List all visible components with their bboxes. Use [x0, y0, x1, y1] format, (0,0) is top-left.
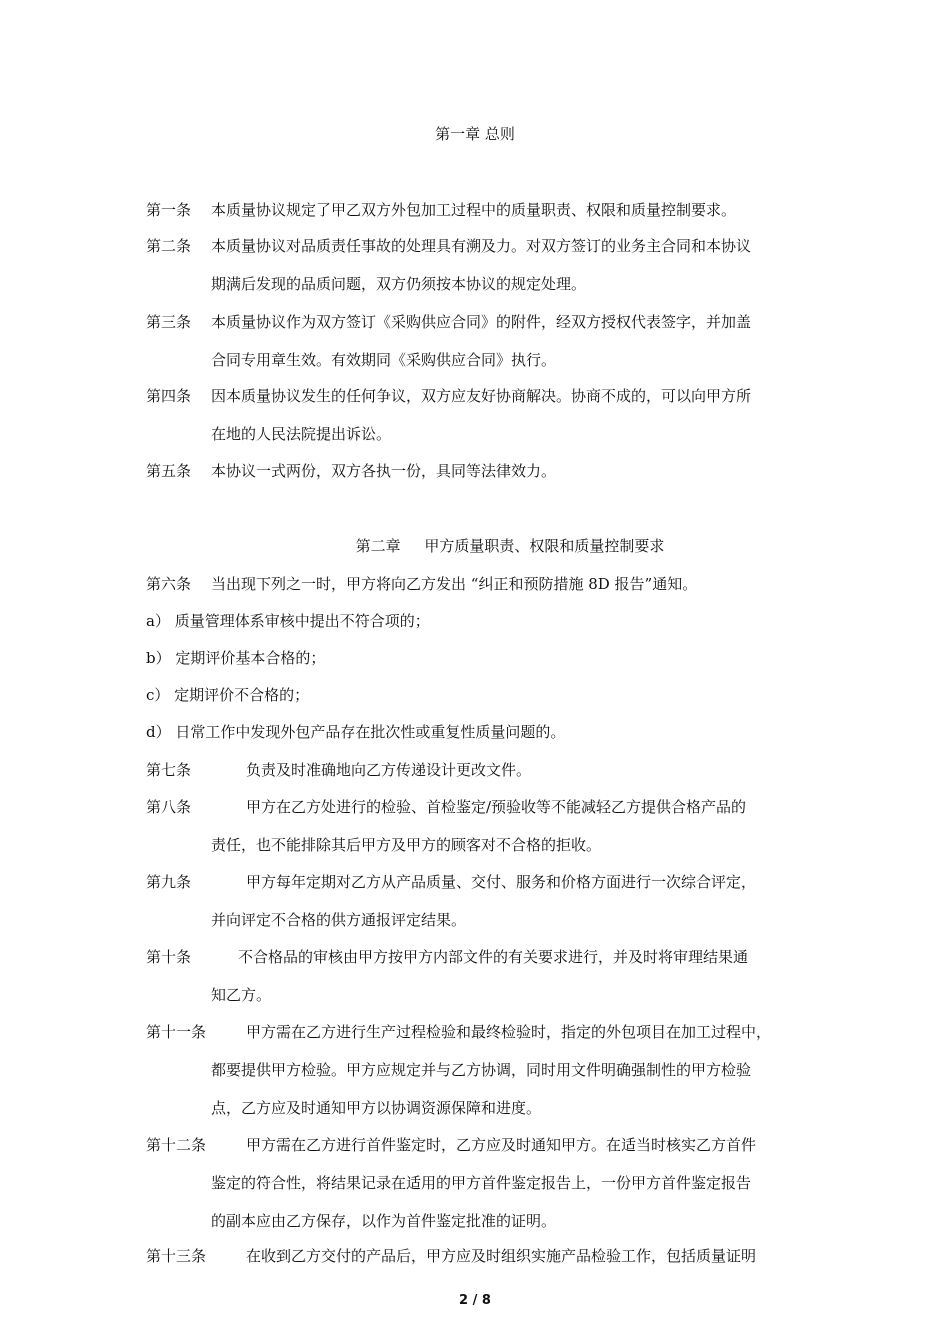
article-text: 责任，也不能排除其后甲方及甲方的顾客对不合格的拒收。 — [211, 836, 602, 854]
article-text: 都要提供甲方检验。甲方应规定并与乙方协调，同时用文件明确强制性的甲方检验 — [211, 1061, 752, 1079]
list-item-a: a） 质量管理体系审核中提出不符合项的； — [146, 612, 430, 630]
article-text: 甲方需在乙方进行首件鉴定时，乙方应及时通知甲方。在适当时核实乙方首件 — [246, 1136, 757, 1154]
article-text: 在收到乙方交付的产品后，甲方应及时组织实施产品检验工作，包括质量证明 — [246, 1247, 757, 1265]
article-text: 鉴定的符合性，将结果记录在适用的甲方首件鉴定报告上，一份甲方首件鉴定报告 — [211, 1174, 752, 1192]
page-number: 2 / 8 — [459, 1293, 491, 1308]
chapter-1-title: 第一章 总则 — [435, 125, 515, 143]
article-text: 本质量协议对品质责任事故的处理具有溯及力。对双方签订的业务主合同和本协议 — [211, 237, 752, 255]
article-text: 知乙方。 — [211, 986, 272, 1004]
list-item-c: c） 定期评价不合格的； — [146, 686, 310, 704]
article-number: 第六条 — [146, 575, 192, 593]
article-text: 并向评定不合格的供方通报评定结果。 — [211, 911, 467, 929]
article-number: 第一条 — [146, 201, 192, 219]
article-text: 点，乙方应及时通知甲方以协调资源保障和进度。 — [211, 1099, 542, 1117]
article-number: 第五条 — [146, 462, 192, 480]
article-text: 合同专用章生效。有效期同《采购供应合同》执行。 — [211, 351, 557, 369]
article-number: 第四条 — [146, 387, 192, 405]
article-number: 第九条 — [146, 873, 192, 891]
article-number: 第十三条 — [146, 1247, 207, 1265]
article-number: 第十二条 — [146, 1136, 207, 1154]
article-number: 第八条 — [146, 798, 192, 816]
article-text: 在地的人民法院提出诉讼。 — [211, 425, 392, 443]
article-number: 第三条 — [146, 313, 192, 331]
article-text: 负责及时准确地向乙方传递设计更改文件。 — [246, 761, 532, 779]
chapter-2-title: 第二章 甲方质量职责、权限和质量控制要求 — [355, 537, 665, 555]
article-text: 甲方每年定期对乙方从产品质量、交付、服务和价格方面进行一次综合评定， — [246, 873, 757, 891]
article-number: 第二条 — [146, 237, 192, 255]
article-number: 第十条 — [146, 948, 192, 966]
article-text: 的副本应由乙方保存，以作为首件鉴定批准的证明。 — [211, 1212, 557, 1230]
article-text: 本质量协议作为双方签订《采购供应合同》的附件，经双方授权代表签字，并加盖 — [211, 313, 752, 331]
article-number: 第十一条 — [146, 1023, 207, 1041]
article-text: 甲方需在乙方进行生产过程检验和最终检验时，指定的外包项目在加工过程中， — [246, 1023, 772, 1041]
article-text: 本质量协议规定了甲乙双方外包加工过程中的质量职责、权限和质量控制要求。 — [211, 201, 737, 219]
list-item-d: d） 日常工作中发现外包产品存在批次性或重复性质量问题的。 — [146, 723, 566, 741]
list-item-b: b） 定期评价基本合格的； — [146, 649, 326, 667]
article-text: 甲方在乙方处进行的检验、首检鉴定/预验收等不能减轻乙方提供合格产品的 — [246, 798, 747, 816]
article-text: 因本质量协议发生的任何争议，双方应友好协商解决。协商不成的，可以向甲方所 — [211, 387, 752, 405]
article-text: 当出现下列之一时，甲方将向乙方发出 “纠正和预防措施 8D 报告”通知。 — [211, 575, 698, 593]
article-text: 本协议一式两份，双方各执一份，具同等法律效力。 — [211, 462, 557, 480]
article-text: 不合格品的审核由甲方按甲方内部文件的有关要求进行，并及时将审理结果通 — [238, 948, 749, 966]
article-number: 第七条 — [146, 761, 192, 779]
article-text: 期满后发现的品质问题，双方仍须按本协议的规定处理。 — [211, 275, 587, 293]
